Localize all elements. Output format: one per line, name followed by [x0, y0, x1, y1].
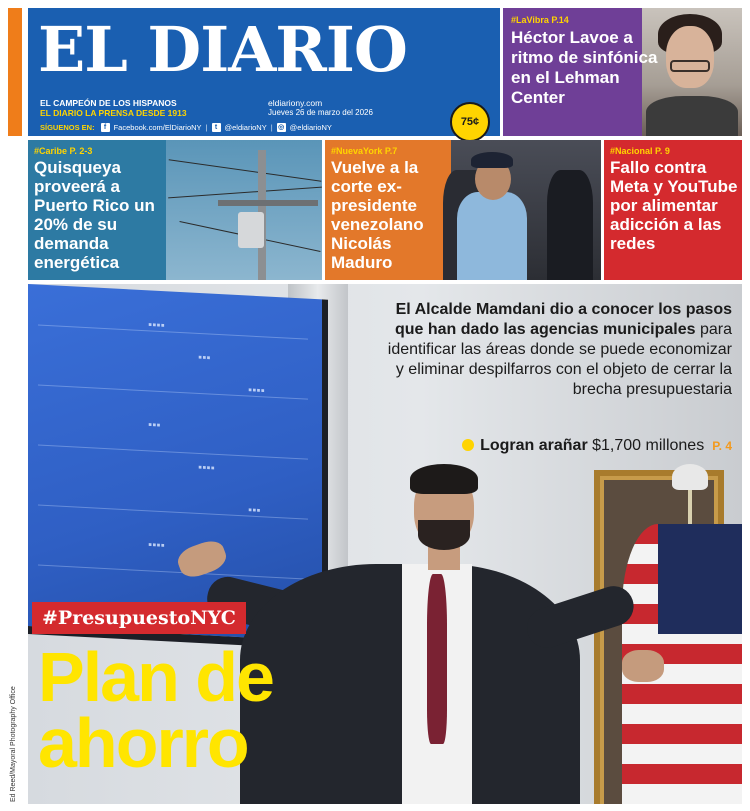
- highlight-rest: $1,700 millones: [587, 437, 705, 454]
- teaser-headline[interactable]: Héctor Lavoe a ritmo de sinfónica en el Lehman Center: [511, 28, 658, 107]
- teaser-la-vibra[interactable]: [503, 8, 742, 136]
- teaser-kicker: #Caribe P. 2-3: [34, 146, 93, 156]
- speaker-beard: [418, 520, 470, 550]
- teaser-kicker: #NuevaYork P.7: [331, 146, 398, 156]
- screen-digits: ▪▪▪: [148, 420, 161, 429]
- screen-gridline: [38, 565, 308, 580]
- screen-digits: ▪▪▪▪: [198, 462, 215, 472]
- screen-digits: ▪▪▪: [198, 352, 211, 362]
- newspaper-logo[interactable]: EL DIARIO: [38, 13, 407, 86]
- us-flag-canton: [658, 524, 742, 634]
- masthead-accent-strip: [8, 8, 22, 136]
- open-hand: [622, 650, 664, 682]
- teaser-caribe[interactable]: [28, 140, 322, 280]
- detainee-figure: [457, 192, 527, 280]
- screen-gridline: [38, 445, 308, 460]
- agent-figure: [547, 170, 593, 280]
- photo-credit-text: Ed Reed/Mayoral Photography Office: [10, 686, 17, 802]
- separator: |: [205, 122, 208, 132]
- facebook-link[interactable]: Facebook.com/ElDiarioNY: [113, 122, 202, 132]
- twitter-link[interactable]: @eldiarioNY: [224, 122, 267, 132]
- screen-gridline: [38, 505, 308, 520]
- twitter-icon: t: [212, 123, 221, 132]
- highlight-bold: Logran arañar: [480, 437, 588, 454]
- main-story[interactable]: [28, 284, 742, 804]
- screen-gridline: [38, 325, 308, 340]
- story-highlight: [358, 436, 732, 456]
- teaser-kicker: #Nacional P. 9: [610, 146, 670, 156]
- photo-credit: [8, 612, 20, 802]
- website-link[interactable]: eldiariony.com: [268, 98, 323, 108]
- deck-bold: El Alcalde Mamdani dio a conocer los pasos que han dado las agencias municipales: [394, 301, 732, 338]
- price-badge: 75¢: [450, 102, 490, 142]
- teaser-headline[interactable]: Fallo contra Meta y YouTube por alimentar adicción a las redes: [610, 158, 738, 253]
- speaker-tie: [427, 574, 447, 744]
- portrait-face: [666, 26, 714, 88]
- power-lines-photo: [166, 140, 322, 280]
- story-hashtag[interactable]: #PresupuestoNYC: [32, 602, 246, 634]
- teaser-headline[interactable]: Quisqueya proveerá a Puerto Rico un 20% de su demanda energética: [34, 158, 155, 272]
- separator: |: [270, 122, 273, 132]
- teaser-nacional[interactable]: [604, 140, 742, 280]
- pole-crossarm: [218, 200, 318, 206]
- issue-date: Jueves 26 de marzo del 2026: [268, 108, 373, 117]
- teaser-nueva-york[interactable]: [325, 140, 601, 280]
- eagle-finial-icon: [672, 464, 708, 490]
- transformer: [238, 212, 264, 248]
- instagram-icon: ◎: [278, 123, 285, 131]
- main-headline-line-2: ahorro: [38, 704, 248, 782]
- screen-digits: ▪▪▪: [248, 505, 261, 515]
- screen-digits: ▪▪▪▪: [148, 320, 165, 330]
- tagline-secondary: EL DIARIO LA PRENSA DESDE 1913: [40, 108, 187, 118]
- follow-label: SÍGUENOS EN:: [40, 122, 95, 132]
- screen-digits: ▪▪▪▪: [148, 540, 165, 550]
- teaser-kicker: #LaVibra P.14: [511, 15, 569, 25]
- screen-gridline: [38, 385, 308, 400]
- masthead: [28, 8, 500, 136]
- main-headline[interactable]: [38, 638, 378, 782]
- screen-digits: ▪▪▪▪: [248, 385, 265, 395]
- teaser-headline[interactable]: Vuelve a la corte ex-presidente venezolano Nicolás Maduro: [331, 158, 424, 272]
- story-deck: [376, 300, 732, 400]
- bullet-icon: [462, 439, 474, 451]
- facebook-icon: f: [101, 123, 110, 132]
- cap: [471, 152, 513, 168]
- glasses-icon: [670, 60, 710, 72]
- main-headline-line-1: Plan de: [38, 638, 273, 716]
- speaker-hair: [410, 464, 478, 494]
- instagram-link[interactable]: @eldiarioNY: [289, 122, 332, 132]
- tagline-primary: EL CAMPEÓN DE LOS HISPANOS: [40, 98, 177, 108]
- page-reference[interactable]: P. 4: [712, 439, 732, 453]
- social-links: [40, 121, 332, 133]
- deck-rest: para identificar las áreas donde se puede economizar y eliminar despilfarros con el objeto de cerrar la brecha presupuestaria: [387, 321, 732, 398]
